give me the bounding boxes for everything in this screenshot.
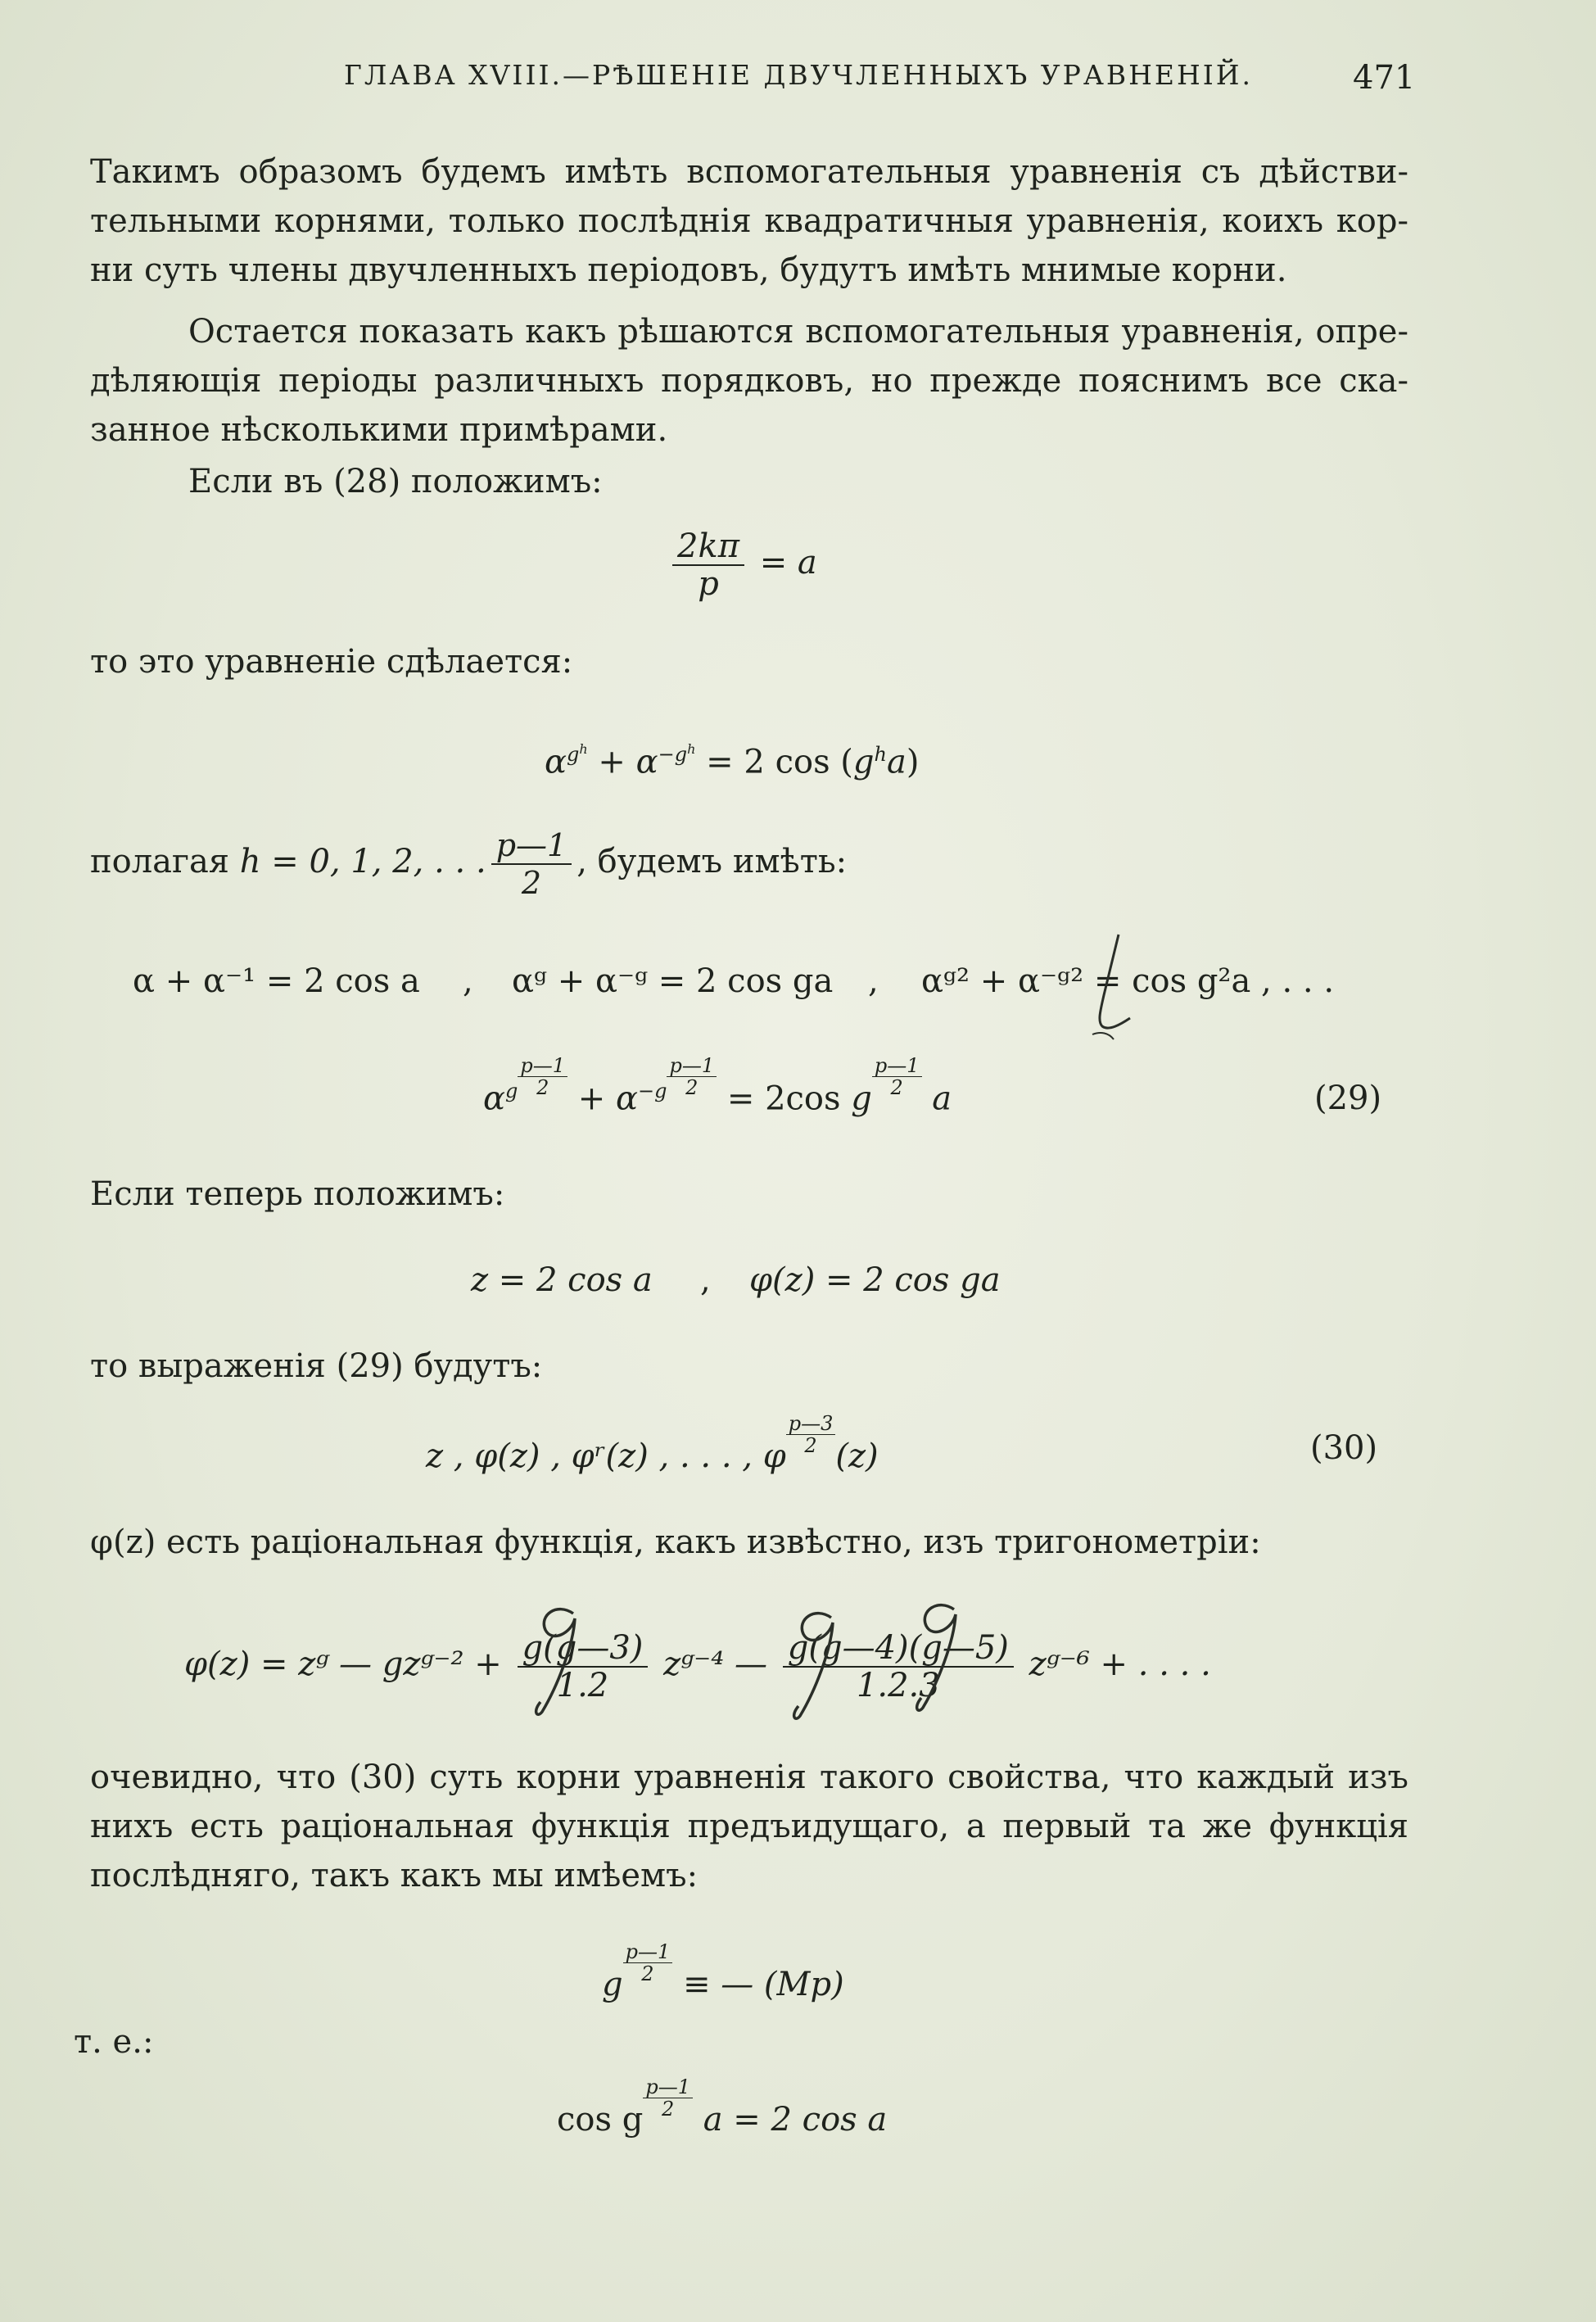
equation-rhs: ≡ — (Mp) (682, 1966, 844, 2003)
frac-denominator: p (698, 565, 719, 603)
frac-numerator: p—1 (491, 827, 572, 865)
separator-comma: , (463, 962, 473, 1000)
frac-numerator: g(g—4)(g—5) (783, 1630, 1014, 1668)
running-header: ГЛАВА XVIII.—РѢШЕНІЕ ДВУЧЛЕННЫХЪ УРАВНЕНІЙ. (344, 59, 1254, 91)
text-line: занное нѣсколькими примѣрами. (90, 411, 668, 449)
text-line: Остается показать какъ рѣшаются вспомогательныя уравненія, опре- (188, 313, 1408, 351)
equation-number-29: (29) (1314, 1080, 1382, 1117)
frac-denominator: 1.2.3 (856, 1667, 940, 1704)
equation-cos: $\alpha^{g^h} + \alpha^{-g^h} = 2$ $\cos (g^ha)$ (545, 741, 920, 781)
exponent-numerator: p—1 (518, 1055, 567, 1077)
equation-tail: , . . . (1261, 962, 1335, 1000)
paragraph-5 (90, 827, 847, 901)
equation-rhs: a = 2 cos a (703, 2101, 888, 2139)
text-line: нихъ есть раціональная функція предъидущаго, а первый та же функція (90, 1808, 1408, 1845)
exponent-denominator: 2 (890, 1076, 903, 1099)
equation-prefix: cos g (557, 2101, 644, 2139)
exponent-numerator: p—1 (872, 1055, 922, 1077)
paragraph-6: Если теперь положимъ: (90, 1175, 505, 1213)
text-line: ни суть члены двучленныхъ періодовъ, будутъ имѣть мнимые корни. (90, 251, 1287, 289)
frac-numerator: 2kπ (672, 528, 744, 566)
equation-substitution-2: φ(z) = 2 cos ga (749, 1261, 1001, 1299)
paragraph-7: то выраженія (29) будутъ: (90, 1347, 543, 1385)
exponent-denominator: 2 (804, 1434, 817, 1457)
paragraph-4: то это уравненіе сдѣлается: (90, 643, 573, 681)
equation-row-1 (133, 962, 420, 1000)
exponent-numerator: p—1 (667, 1055, 717, 1077)
page-number: 471 (1353, 59, 1416, 97)
frac-numerator: g(g—3) (518, 1630, 649, 1668)
paragraph-8: φ(z) есть раціональная функція, какъ извѣстно, изъ тригонометріи: (90, 1523, 1261, 1561)
expansion-term: zᵍ⁻⁴ — (663, 1645, 768, 1683)
exponent-numerator: p—3 (786, 1413, 836, 1435)
exponent-numerator: p—1 (643, 2076, 693, 2098)
paragraph-1 (90, 147, 1408, 295)
equation-phi-expansion (184, 1630, 1211, 1704)
equation-congruence (602, 1940, 844, 2003)
text-line: очевидно, что (30) суть корни уравненія такого свойства, что каждый изъ (90, 1758, 1408, 1796)
equation-term: αᵍ² + α⁻ᵍ² = cos g²a (921, 962, 1251, 1000)
text-fragment: , будемъ имѣть: (576, 843, 848, 880)
equation-29: $\alpha^g$ $\frac{p—1}{2} + \alpha^{-g}$ $\frac{p—1}{2} = 2\cos$ g $\frac{p—1}{2}$ a (483, 1054, 952, 1118)
separator-comma: , (868, 962, 879, 1000)
equation-base: g (602, 1966, 623, 2003)
range-values: h = 0, 1, 2, . . . (239, 843, 486, 880)
function-argument: (z) (835, 1437, 879, 1475)
paragraph-10: т. е.: (74, 2023, 154, 2061)
text-fragment: полагая (90, 843, 230, 880)
exponent-denominator: 2 (536, 1076, 549, 1099)
paragraph-2 (90, 307, 1408, 455)
text-line: послѣдняго, такъ какъ мы имѣемъ: (90, 1857, 699, 1894)
exponent-denominator: 2 (641, 1962, 654, 1985)
text-line: дѣляющія періоды различныхъ порядковъ, но прежде пояснимъ все ска- (90, 362, 1408, 400)
frac-denominator: 2 (521, 865, 542, 901)
equation-final (557, 2075, 888, 2139)
equation-row-2 (512, 962, 833, 1000)
text-line: тельными корнями, только послѣднія квадратичныя уравненія, коихъ кор- (90, 202, 1408, 240)
text-line: Такимъ образомъ будемъ имѣть вспомогательныя уравненія съ дѣйстви- (90, 153, 1408, 191)
equation-term: αᵍ + α⁻ᵍ = 2 cos ga (512, 962, 834, 1000)
separator-comma: , (700, 1261, 711, 1299)
equation-a (667, 528, 817, 602)
paragraph-3: Если въ (28) положимъ: (188, 463, 603, 500)
root-list: z , φ(z) , φʳ(z) , . . . , φ (426, 1437, 786, 1475)
expansion-term: zᵍ⁻⁶ + . . . . (1029, 1645, 1211, 1683)
equation-30 (426, 1412, 879, 1475)
equation-substitution-1: z = 2 cos a (471, 1261, 653, 1299)
equation-row-3 (921, 962, 1334, 1000)
equation-rhs: = a (759, 544, 817, 582)
exponent-denominator: 2 (662, 2098, 675, 2121)
equation-number-30: (30) (1310, 1429, 1378, 1467)
exponent-numerator: p—1 (623, 1941, 673, 1963)
exponent-denominator: 2 (685, 1076, 699, 1099)
paragraph-9 (90, 1753, 1408, 1900)
equation-term: α + α⁻¹ = 2 cos a (133, 962, 420, 1000)
frac-denominator: 1.2 (556, 1667, 609, 1704)
expansion-lhs: φ(z) = zᵍ — gzᵍ⁻² + (184, 1645, 502, 1683)
